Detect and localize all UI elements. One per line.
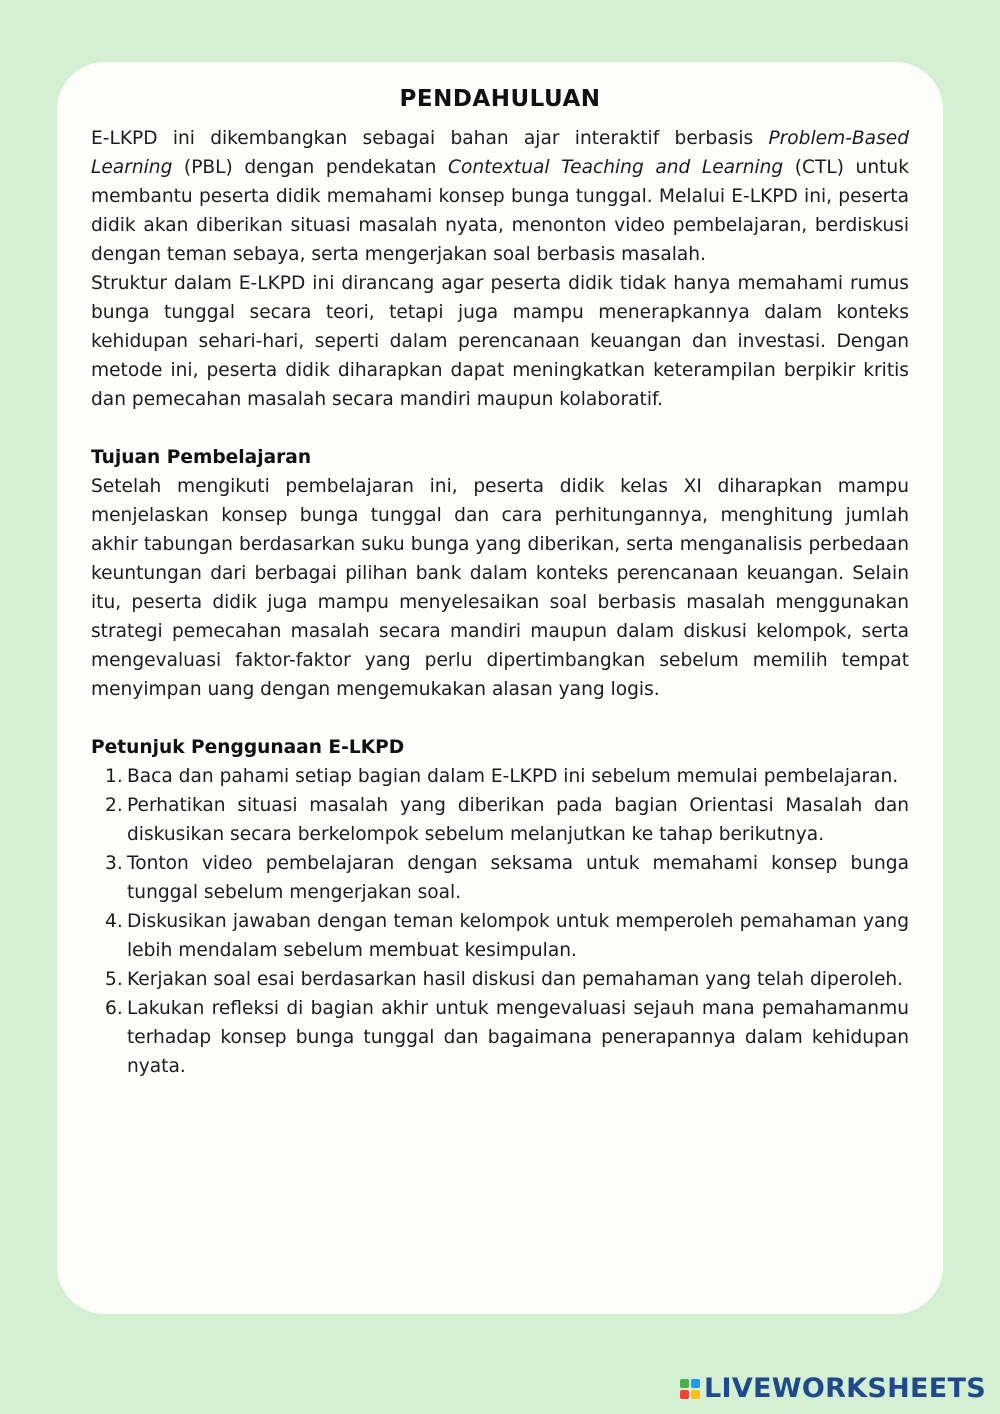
intro-paragraph-2: Struktur dalam E-LKPD ini dirancang agar peserta didik tidak hanya memahami rumus bunga tunggal secara teori, tetapi juga mampu menerapkannya dalam konteks kehidupan sehari-hari, seperti dalam perencanaan keuangan dan investasi. Dengan metode ini, peserta didik diharapkan dapat meningkatkan keterampilan berpikir kritis dan pemecahan masalah secara mandiri maupun kolaboratif. — [91, 273, 909, 410]
instructions-heading: Petunjuk Penggunaan E-LKPD — [91, 737, 405, 758]
list-item: Baca dan pahami setiap bagian dalam E-LKPD ini sebelum memulai pembelajaran. — [127, 766, 899, 787]
intro-text-b: (PBL) dengan pendekatan — [172, 157, 449, 178]
list-item: Diskusikan jawaban dengan teman kelompok untuk memperoleh pemahaman yang lebih mendalam sebelum membuat kesimpulan. — [127, 911, 909, 961]
intro-text-c: (CTL) untuk membantu peserta didik memahami konsep bunga tunggal. Melalui E-LKPD ini, peserta didik akan diberikan situasi masalah nyata, menonton video pembelajaran, berdiskusi dengan teman sebaya, serta mengerjakan soal berbasis masalah. — [91, 157, 909, 265]
list-item: Kerjakan soal esai berdasarkan hasil diskusi dan pemahaman yang telah diperoleh. — [127, 969, 904, 990]
page-title: PENDAHULUAN — [399, 86, 601, 112]
intro-term-ctl: Contextual Teaching and Learning — [448, 157, 784, 178]
logo-square-icon — [680, 1379, 689, 1388]
logo-text: LIVEWORKSHEETS — [703, 1373, 986, 1404]
spacer — [91, 414, 909, 443]
liveworksheets-logo[interactable] — [680, 1373, 986, 1404]
objectives-paragraph: Setelah mengikuti pembelajaran ini, peserta didik kelas XI diharapkan mampu menjelaskan konsep bunga tunggal dan cara perhitungannya, menghitung jumlah akhir tabungan berdasarkan suku bunga yang diberikan, serta menganalisis perbedaan keuntungan dari berbagai pilihan bank dalam konteks perencanaan keuangan. Selain itu, peserta didik juga mampu menyelesaikan soal berbasis masalah menggunakan strategi pemecahan masalah secara mandiri maupun dalam diskusi kelompok, serta mengevaluasi faktor-faktor yang perlu dipertimbangkan sebelum memilih tempat menyimpan uang dengan mengemukakan alasan yang logis. — [91, 476, 909, 700]
content-card — [57, 62, 943, 1314]
logo-square-icon — [680, 1390, 689, 1399]
intro-paragraph-1 — [91, 124, 909, 269]
logo-grid-icon — [680, 1379, 700, 1399]
intro-text-a: E-LKPD ini dikembangkan sebagai bahan ajar interaktif berbasis — [91, 128, 769, 149]
spacer — [91, 704, 909, 733]
intro-term-pbl: Problem-Based Learning — [91, 128, 909, 178]
instructions-list — [91, 762, 909, 1081]
list-item: Tonton video pembelajaran dengan seksama untuk memahami konsep bunga tunggal sebelum mengerjakan soal. — [127, 853, 909, 903]
logo-square-icon — [691, 1379, 700, 1388]
objectives-heading: Tujuan Pembelajaran — [91, 447, 312, 468]
list-item: Lakukan refleksi di bagian akhir untuk mengevaluasi sejauh mana pemahamanmu terhadap konsep bunga tunggal dan bagaimana penerapannya dalam kehidupan nyata. — [127, 998, 909, 1077]
list-item: Perhatikan situasi masalah yang diberikan pada bagian Orientasi Masalah dan diskusikan secara berkelompok sebelum melanjutkan ke tahap berikutnya. — [127, 795, 909, 845]
logo-square-icon — [691, 1390, 700, 1399]
